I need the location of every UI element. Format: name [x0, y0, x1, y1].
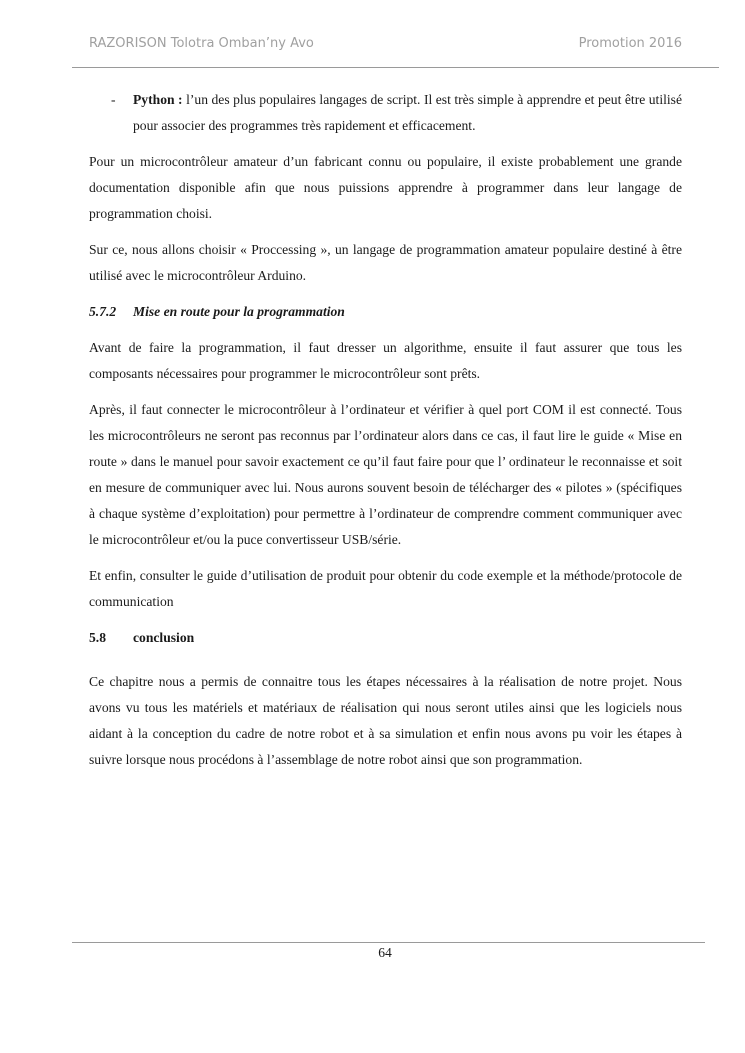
paragraph-processing: Sur ce, nous allons choisir « Proccessing », un langage de programmation amateur populaire destiné à être utilisé avec le microcontrôleur Arduino.	[89, 242, 682, 283]
paragraph-connection: Après, il faut connecter le microcontrôleur à l’ordinateur et vérifier à quel port COM il est connecté. Tous les microcontrôleurs ne seront pas reconnus par l’ordinateur alors dans ce cas, il faut lire le guide « Mise en route » dans le manuel pour savoir exactement ce qu’il faut faire pour que l’ ordinateur le reconnaisse et soit en mesure de communiquer avec lui. Nous aurons souvent besoin de télécharger des « pilotes » (spécifiques à chaque système d’exploitation) pour permettre à l’ordinateur de comprendre comment communiquer avec le microcontrôleur et/ou la puce convertisseur USB/série.	[89, 402, 682, 547]
page-number: 64	[378, 945, 392, 960]
bullet-text: l’un des plus populaires langages de script. Il est très simple à apprendre et peut être utilisé pour associer des programmes très rapidement et efficacement.	[133, 92, 682, 133]
bullet-term: Python :	[133, 92, 183, 107]
paragraph-documentation: Pour un microcontrôleur amateur d’un fabricant connu ou populaire, il existe probablement une grande documentation disponible afin que nous puissions apprendre à programmer dans leur langage de programmation choisi.	[89, 154, 682, 221]
paragraph-guide: Et enfin, consulter le guide d’utilisation de produit pour obtenir du code exemple et la méthode/protocole de communication	[89, 568, 682, 609]
bullet-dash: -	[111, 92, 116, 107]
paragraph-conclusion: Ce chapitre nous a permis de connaitre tous les étapes nécessaires à la réalisation de notre projet. Nous avons vu tous les matériels et matériaux de réalisation qui nous seront utiles ainsi que les logiciels nous aidant à la conception du cadre de notre robot et à sa simulation et enfin nous avons pu voir les étapes à suivre lorsque nous procédons à l’assemblage de notre robot ainsi que son programmation.	[89, 674, 682, 767]
section-heading-5-8	[89, 625, 682, 651]
section-number: 5.7.2	[89, 304, 117, 319]
header-author: RAZORISON Tolotra Omban’ny Avo	[89, 36, 314, 51]
page-content	[89, 87, 682, 783]
bullet-python	[89, 87, 682, 139]
section-title: conclusion	[133, 630, 195, 645]
section-heading-5-7-2	[89, 299, 682, 325]
header-promotion: Promotion 2016	[578, 36, 682, 51]
paragraph-algorithm: Avant de faire la programmation, il faut dresser un algorithme, ensuite il faut assurer que tous les composants nécessaires pour programmer le microcontrôleur sont prêts.	[89, 340, 682, 381]
header-rule	[72, 67, 719, 68]
footer-rule	[72, 942, 705, 943]
section-number: 5.8	[89, 630, 106, 645]
section-title: Mise en route pour la programmation	[133, 304, 345, 319]
